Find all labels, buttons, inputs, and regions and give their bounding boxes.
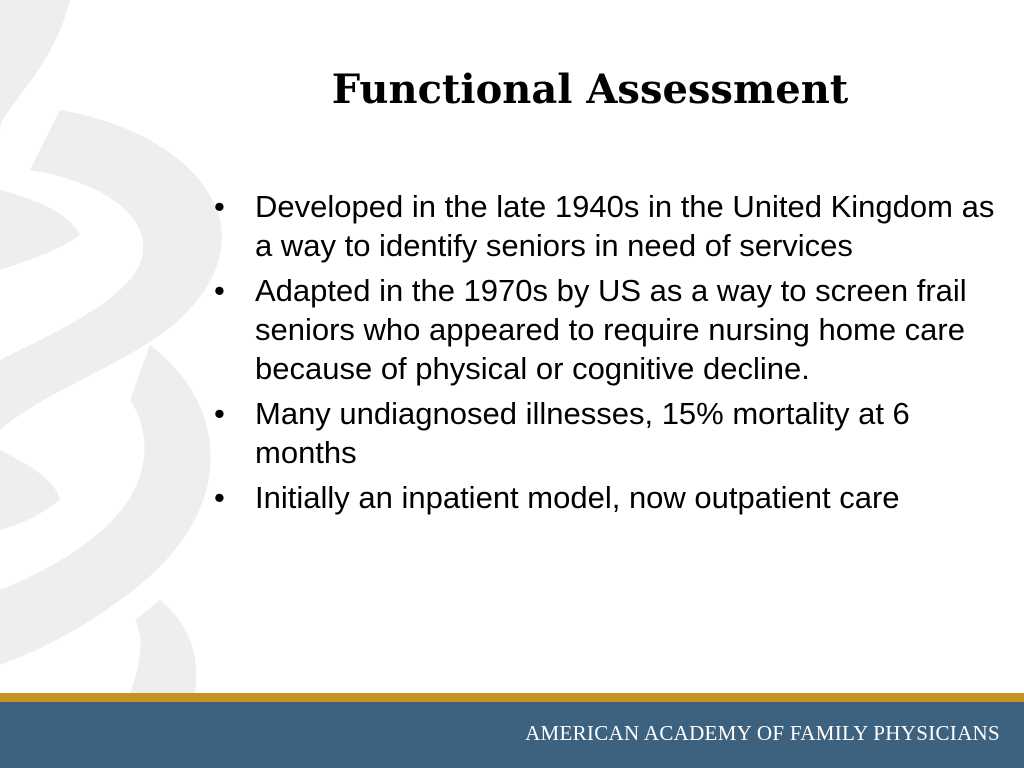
slide-title: Functional Assessment xyxy=(331,66,849,113)
bullet-item xyxy=(214,187,1004,265)
bullet-list xyxy=(214,187,1004,523)
bullet-text: Adapted in the 1970s by US as a way to screen frail seniors who appeared to require nursing home care because of physical or cognitive decline. xyxy=(255,273,967,386)
footer-band xyxy=(0,702,1024,768)
bullet-marker: • xyxy=(214,189,225,224)
bullet-item xyxy=(214,394,1004,472)
bullet-item xyxy=(214,478,1004,517)
bullet-text: Many undiagnosed illnesses, 15% mortality at 6 months xyxy=(255,396,910,470)
footer-accent-bar xyxy=(0,693,1024,702)
bullet-marker: • xyxy=(214,273,225,308)
bullet-marker: • xyxy=(214,396,225,431)
bullet-marker: • xyxy=(214,480,225,515)
bullet-item xyxy=(214,271,1004,388)
bullet-text: Initially an inpatient model, now outpatient care xyxy=(255,480,900,515)
bullet-text: Developed in the late 1940s in the United Kingdom as a way to identify seniors in need of services xyxy=(255,189,995,263)
organization-name: AMERICAN ACADEMY OF FAMILY PHYSICIANS xyxy=(525,721,1000,745)
